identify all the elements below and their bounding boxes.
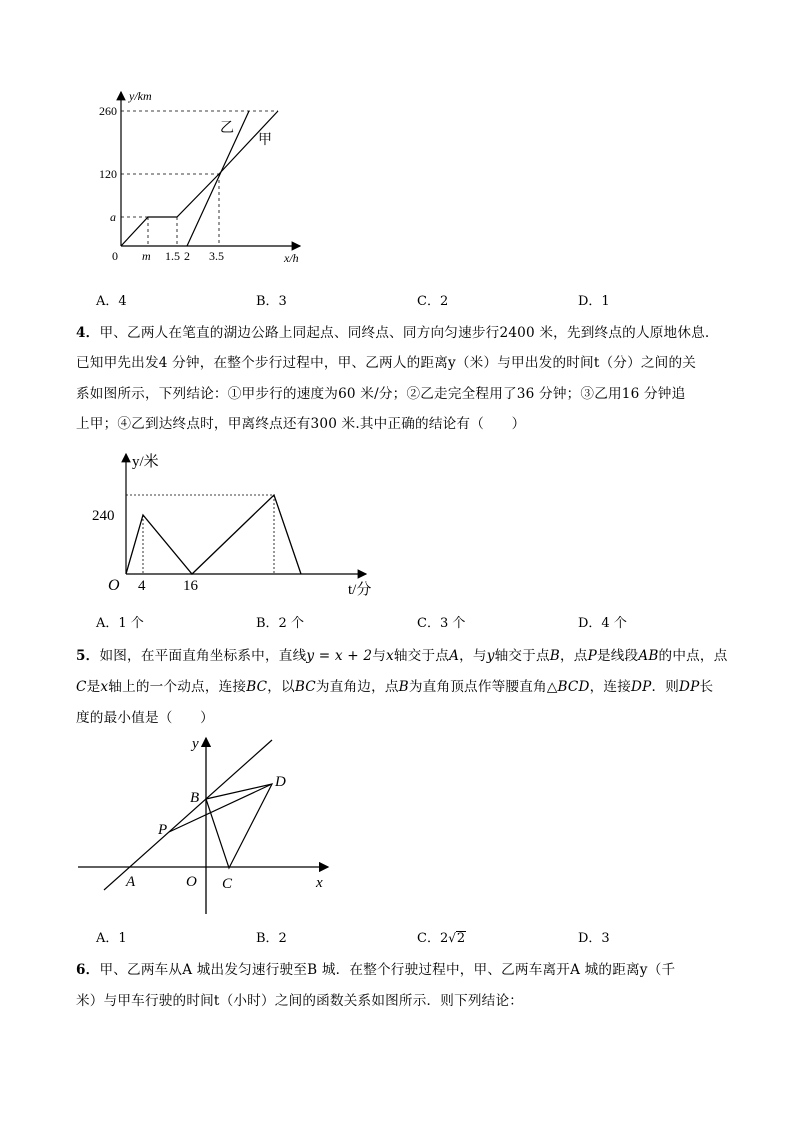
origin-label: O [108,577,120,594]
q4-options [96,612,716,632]
label-a: A [126,874,136,890]
sqrt-radicand: 2 [456,931,466,946]
figure-q4-distance-graph [92,448,384,598]
q4-number: 4． [76,325,100,341]
label-o: O [186,874,197,890]
x-tick-16: 16 [183,578,198,594]
y-tick-120: 120 [99,167,117,181]
q5-option-b[interactable]: B．2 [256,931,287,946]
q4-option-c[interactable]: C．3 个 [417,616,466,631]
y-tick-240: 240 [92,508,115,524]
q5-option-a[interactable]: A．1 [96,931,127,946]
y-axis-label: y/米 [132,454,159,470]
q5-text-line-1: 5．如图，在平面直角坐标系中，直线y = x + 2与x轴交于点A，与y轴交于点B，点P是线段AB的中点，点 [76,648,728,664]
x-tick-2: 2 [184,249,190,263]
q4-option-d[interactable]: D．4 个 [578,616,627,631]
figure-q5-coordinate-diagram [76,732,338,918]
q5-option-c[interactable]: C．2√2 [417,931,466,946]
label-d: D [275,774,286,790]
q4-option-a[interactable]: A．1 个 [96,616,144,631]
triangle-bcd [206,784,272,868]
x-tick-m: m [142,249,151,263]
label-x: x [316,875,323,891]
label-y: y [192,736,199,752]
segment-dp [169,784,272,832]
q5-option-d[interactable]: D．3 [578,931,610,946]
q3-option-d[interactable]: D．1 [578,294,610,309]
q5-options [96,927,716,947]
label-yi: 乙 [220,121,234,136]
x-tick-0: 0 [112,249,118,263]
x-tick-4: 4 [138,578,146,594]
x-axis-label: x/h [284,251,299,265]
line-yi [187,111,249,246]
q6-text-line-1: 甲、乙两车从A 城出发匀速行驶至B 城．在整个行驶过程中，甲、乙两车离开A 城的距离y（千 [99,962,676,978]
q6-text-line-2: 米）与甲车行驶的时间t（小时）之间的函数关系如图所示．则下列结论： [76,993,524,1009]
q3-options [96,290,716,310]
q4-text-line-1: 甲、乙两人在笔直的湖边公路上同起点、同终点、同方向匀速步行2400 米，先到终点的人原地休息. [99,325,710,341]
q6-number: 6． [76,962,100,978]
svg-text:x/h [283,251,299,265]
q3-option-b[interactable]: B．3 [256,294,287,309]
label-jia: 甲 [258,133,272,148]
x-tick-3.5: 3.5 [209,249,224,263]
y-tick-260: 260 [99,104,117,118]
label-p: P [158,822,168,838]
q4-option-b[interactable]: B．2 个 [256,616,304,631]
q5-text-line-2: C是x轴上的一个动点，连接BC，以BC为直角边，点B为直角顶点作等腰直角△BCD，连接DP．则DP长 [76,679,714,695]
y-axis-label: y/km [129,89,152,103]
q4-text-line-4: 上甲；④乙到达终点时，甲离终点还有300 米.其中正确的结论有（ ） [76,416,526,432]
q3-option-a[interactable]: A．4 [96,294,127,309]
q3-option-c[interactable]: C．2 [417,294,449,309]
y-tick-a: a [110,210,116,224]
figure-q3-distance-time-graph [100,86,320,271]
label-c: C [222,876,233,892]
svg-text:y/km [128,89,152,103]
q5-text-line-3: 度的最小值是（ ） [76,710,214,726]
line-jia [121,111,278,246]
q4-text-line-3: 系如图所示，下列结论：①甲步行的速度为60 米/分；②乙走完全程用了36 分钟；③乙用16 分钟追 [76,386,686,402]
distance-line [126,495,301,574]
label-b: B [190,790,200,806]
x-tick-1.5: 1.5 [165,249,180,263]
x-axis-label: t/分 [348,582,372,598]
q4-text-line-2: 已知甲先出发4 分钟，在整个步行过程中，甲、乙两人的距离y（米）与甲出发的时间t（分）之间的关 [76,355,697,371]
